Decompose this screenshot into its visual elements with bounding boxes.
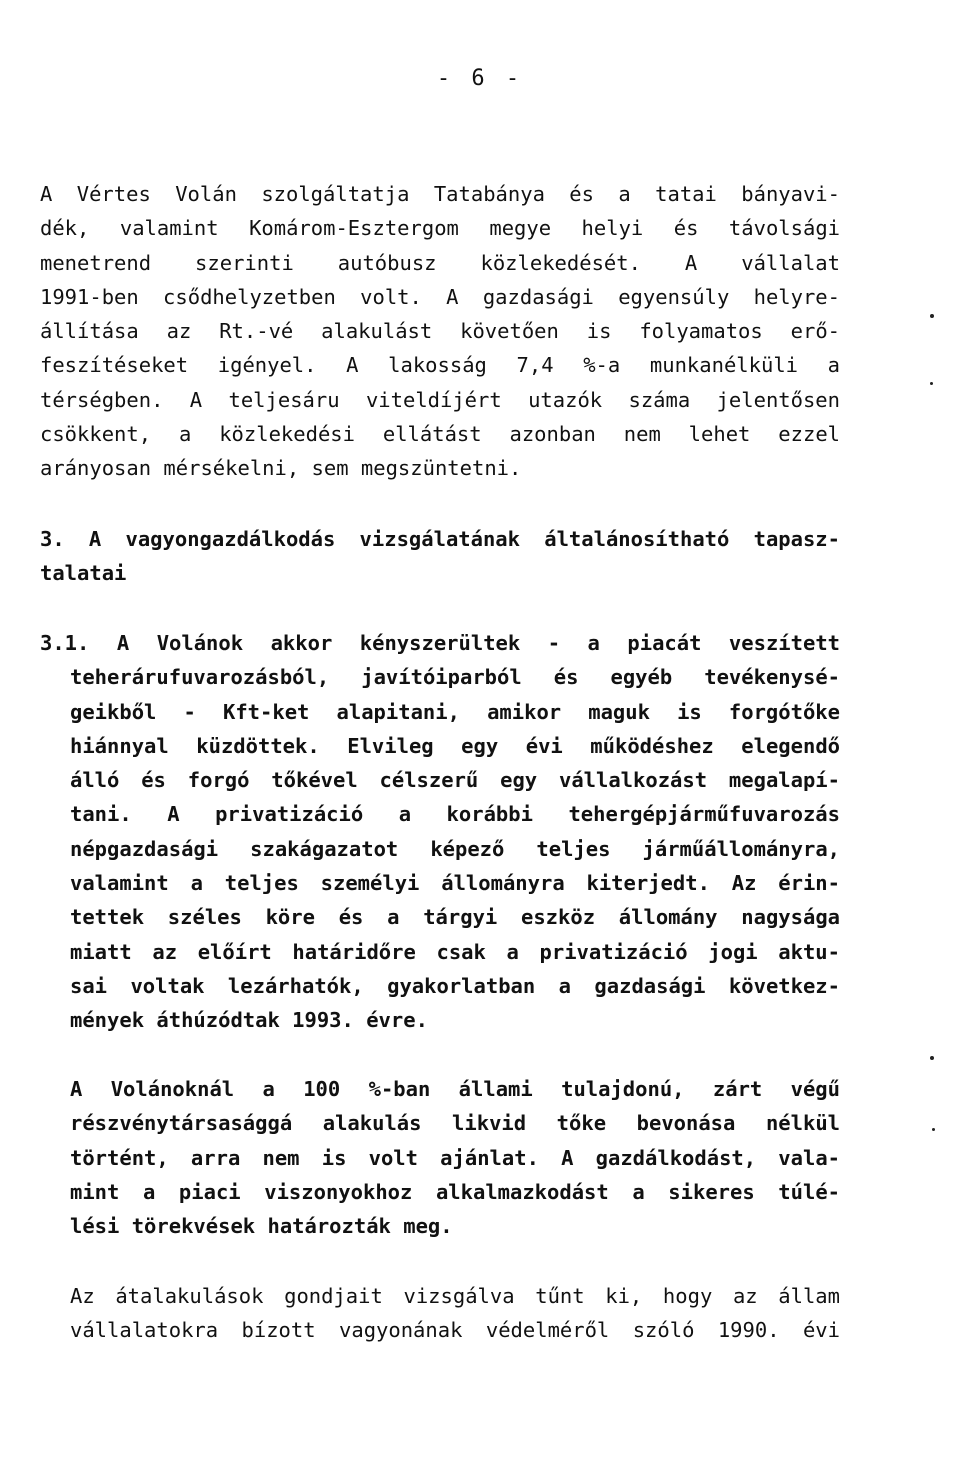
text-line: tettek széles köre és a tárgyi eszköz állomány nagysága	[70, 905, 840, 930]
section-heading-3	[40, 522, 840, 591]
heading-line: talatai	[40, 561, 127, 586]
scan-speck	[930, 314, 934, 318]
text-line: geikből - Kft-ket alapitani, amikor maguk is forgótőke	[70, 699, 840, 724]
scan-speck	[932, 1128, 935, 1131]
text-line: tani. A privatizáció a korábbi tehergépjárműfuvarozás	[70, 802, 840, 827]
text-line: mények áthúzódtak 1993. évre.	[70, 1008, 428, 1033]
paragraph-vertes-volan	[40, 177, 840, 486]
text-line: A Vértes Volán szolgáltatja Tatabánya és a tatai bányavi-	[40, 182, 840, 206]
text-line: történt, arra nem is volt ajánlat. A gazdálkodást, vala-	[70, 1145, 840, 1170]
text-line: Az átalakulások gondjait vizsgálva tűnt ki, hogy az állam	[70, 1284, 840, 1308]
paragraph-3-1	[40, 626, 840, 1038]
text-line: dék, valamint Komárom-Esztergom megye helyi és távolsági	[40, 216, 840, 241]
text-line: 1991-ben csődhelyzetben volt. A gazdasági egyensúly helyre-	[40, 284, 840, 309]
text-line: arányosan mérsékelni, sem megszüntetni.	[40, 456, 522, 481]
text-line: hiánnyal küzdöttek. Elvileg egy évi működéshez elegendő	[70, 733, 840, 758]
text-line: feszítéseket igényel. A lakosság 7,4 %-a munkanélküli a	[40, 353, 840, 378]
text-line: népgazdasági szakágazatot képező teljes járműállományra,	[70, 836, 840, 861]
page-number: - 6 -	[436, 66, 524, 91]
scan-speck	[930, 382, 933, 385]
text-line: valamint a teljes személyi állományra kiterjedt. Az érin-	[70, 871, 840, 896]
paragraph-volanok	[70, 1072, 840, 1243]
paragraph-atalakulasok	[70, 1279, 840, 1348]
text-line: 3.1. A Volánok akkor kényszerültek - a piacát veszített	[40, 631, 840, 655]
heading-line: 3. A vagyongazdálkodás vizsgálatának általánosítható tapasz-	[40, 527, 840, 551]
text-line: teherárufuvarozásból, javítóiparból és egyéb tevékenysé-	[70, 665, 840, 690]
text-line: álló és forgó tőkével célszerű egy vállalkozást megalapí-	[70, 768, 840, 793]
text-line: A Volánoknál a 100 %-ban állami tulajdonú, zárt végű	[70, 1077, 840, 1101]
text-line: csökkent, a közlekedési ellátást azonban nem lehet ezzel	[40, 422, 840, 447]
text-line: térségben. A teljesáru viteldíjért utazók száma jelentősen	[40, 387, 840, 412]
text-line: állítása az Rt.-vé alakulást követően is folyamatos erő-	[40, 319, 840, 344]
scan-speck	[930, 1056, 934, 1060]
text-line: lési törekvések határozták meg.	[70, 1214, 453, 1239]
text-line: sai voltak lezárhatók, gyakorlatban a gazdasági következ-	[70, 973, 840, 998]
text-line: menetrend szerinti autóbusz közlekedését. A vállalat	[40, 250, 840, 275]
text-line: vállalatokra bízott vagyonának védelméről szóló 1990. évi	[70, 1318, 840, 1343]
text-line: miatt az előírt határidőre csak a privatizáció jogi aktu-	[70, 939, 840, 964]
text-line: mint a piaci viszonyokhoz alkalmazkodást a sikeres túlé-	[70, 1179, 840, 1204]
text-line: részvénytársasággá alakulás likvid tőke bevonása nélkül	[70, 1111, 840, 1136]
